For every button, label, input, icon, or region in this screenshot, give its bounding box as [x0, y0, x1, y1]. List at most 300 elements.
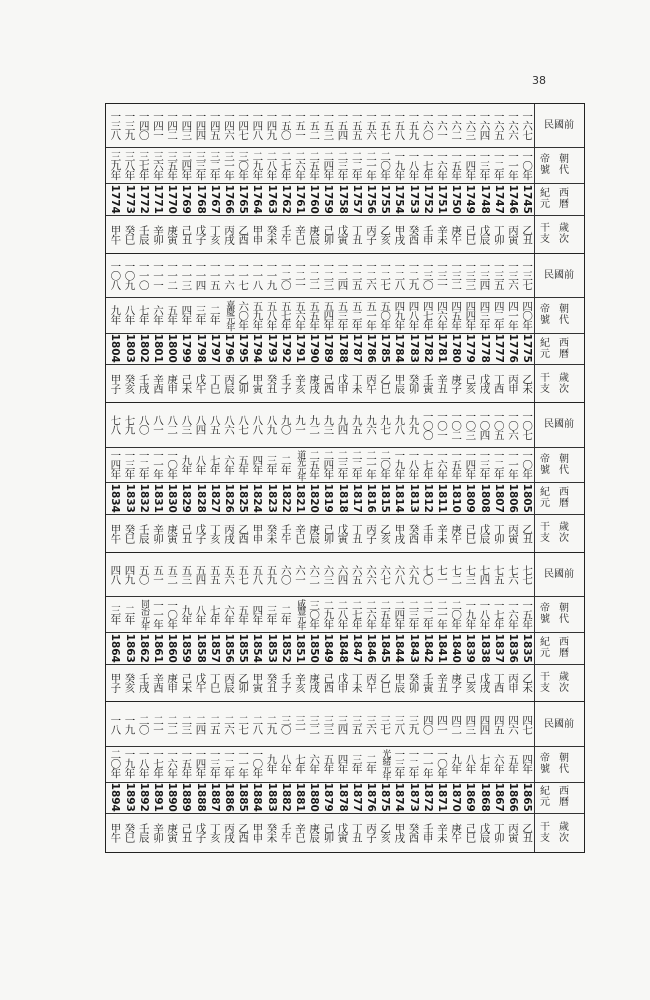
year-label: 1870 — [450, 782, 463, 812]
year-cell — [491, 634, 505, 661]
ganzhi-cell: 乙丑 — [521, 823, 534, 843]
reign-cell: 三年 — [109, 604, 122, 624]
year-label: 1842 — [421, 633, 434, 663]
minguo-cell: 一一五 — [208, 261, 221, 290]
reign-cell: 二年 — [279, 455, 292, 474]
header-label-ganzhi: 歲次 — [559, 372, 569, 395]
reign-cell: 一六年 — [506, 599, 519, 629]
header-label-ganzhi2: 干支 — [540, 671, 550, 694]
minguo-cell: 七七 — [521, 564, 534, 584]
ganzhi-cell: 庚子 — [450, 374, 463, 394]
minguo-cell: 六七 — [379, 564, 392, 584]
ganzhi-cell: 壬申 — [421, 523, 434, 543]
minguo-cell: 一四六 — [222, 111, 235, 140]
reign-cell: 二一年 — [364, 151, 377, 180]
ganzhi-cell: 辛卯 — [151, 224, 164, 244]
header-label-ganzhi2: 干支 — [540, 522, 550, 545]
minguo-cell: 一三四 — [478, 261, 491, 290]
ganzhi-cell: 己巳 — [464, 224, 477, 244]
minguo-cell: 一〇八 — [109, 261, 122, 290]
reign-cell: 三一年 — [222, 151, 235, 180]
reign-cell: 二〇年 — [379, 450, 392, 479]
ganzhi-cell: 丙戌 — [222, 823, 235, 843]
year-cell — [321, 185, 335, 212]
year-cell — [506, 784, 520, 811]
reign-cell: 五五年 — [308, 300, 321, 330]
minguo-cell: 一五六 — [364, 111, 377, 140]
reign-cell: 三年 — [194, 305, 207, 325]
ganzhi-cell: 甲申 — [251, 224, 264, 244]
year-label: 1841 — [435, 633, 448, 663]
year-cell — [151, 784, 165, 811]
reign-cell: 三五年 — [166, 151, 179, 180]
ganzhi-cell: 己丑 — [180, 224, 193, 244]
reign-cell: 二二年 — [350, 450, 363, 479]
minguo-cell: 三七 — [379, 714, 392, 734]
minguo-cell: 一二七 — [379, 261, 392, 290]
row-divider — [106, 813, 584, 814]
year-label: 1810 — [450, 483, 463, 513]
ganzhi-cell: 甲申 — [251, 523, 264, 543]
header-label-reign: 帝號 — [540, 603, 550, 626]
ganzhi-cell: 己巳 — [464, 823, 477, 843]
minguo-cell: 一五八 — [393, 111, 406, 140]
minguo-cell: 一一一 — [151, 261, 164, 290]
reign-cell: 四年 — [251, 455, 264, 474]
reign-cell: 道光元年 — [295, 449, 306, 480]
year-label: 1825 — [237, 483, 250, 513]
year-label: 1781 — [435, 333, 448, 364]
year-label: 1831 — [151, 483, 164, 513]
reign-cell: 三〇年 — [237, 151, 250, 180]
ganzhi-cell: 甲戌 — [393, 523, 406, 543]
year-cell — [236, 784, 250, 811]
reign-cell: 二五年 — [308, 151, 321, 180]
year-cell — [420, 784, 434, 811]
reign-cell: 二二年 — [421, 599, 434, 629]
year-cell — [392, 484, 406, 511]
reign-cell: 九年 — [180, 604, 193, 624]
year-label: 1880 — [308, 782, 321, 812]
minguo-cell: 八八 — [251, 415, 264, 435]
year-cell — [420, 634, 434, 661]
reign-cell: 五七年 — [279, 300, 292, 330]
reign-cell: 一二年 — [492, 151, 505, 180]
header-label-ganzhi: 歲次 — [559, 671, 569, 694]
minguo-cell: 七八 — [109, 415, 122, 435]
reign-cell: 二年 — [364, 754, 377, 774]
ganzhi-cell: 壬戌 — [137, 673, 150, 693]
year-label: 1806 — [506, 483, 519, 513]
year-label: 1802 — [137, 333, 150, 364]
year-cell — [222, 185, 236, 212]
ganzhi-cell: 辛未 — [435, 523, 448, 543]
year-label: 1800 — [166, 333, 179, 364]
reign-cell: 一〇年 — [521, 450, 534, 479]
year-cell — [307, 335, 321, 362]
year-label: 1771 — [151, 184, 164, 214]
header-label-minguo: 民國前 — [544, 568, 574, 580]
minguo-cell: 一〇六 — [506, 410, 519, 440]
ganzhi-cell: 癸亥 — [123, 374, 136, 394]
minguo-cell: 四七 — [521, 714, 534, 734]
year-cell — [136, 484, 150, 511]
reign-cell: 一〇年 — [435, 749, 448, 778]
ganzhi-cell: 辛亥 — [293, 374, 306, 394]
year-label: 1754 — [393, 184, 406, 214]
ganzhi-cell: 甲辰 — [393, 673, 406, 693]
year-label: 1857 — [208, 633, 221, 663]
year-cell — [520, 335, 534, 362]
minguo-cell: 三一 — [293, 714, 306, 734]
year-label: 1821 — [293, 483, 306, 513]
header-label-era: 紀元 — [540, 337, 550, 360]
ganzhi-cell: 丙午 — [364, 673, 377, 693]
page-number: 38 — [532, 74, 546, 87]
year-cell — [520, 784, 534, 811]
minguo-cell: 八五 — [208, 415, 221, 435]
ganzhi-cell: 壬午 — [279, 823, 292, 843]
ganzhi-cell: 癸未 — [265, 224, 278, 244]
reign-cell: 四八年 — [407, 300, 420, 330]
reign-cell: 二年 — [208, 305, 221, 325]
year-label: 1758 — [336, 184, 349, 214]
year-label: 1886 — [222, 782, 235, 812]
year-label: 1799 — [180, 333, 193, 364]
header-label-dynasty: 朝代 — [559, 303, 569, 326]
year-label: 1890 — [166, 782, 179, 812]
year-cell — [435, 784, 449, 811]
reign-cell: 二四年 — [322, 450, 335, 479]
year-cell — [193, 484, 207, 511]
ganzhi-cell: 辛巳 — [293, 523, 306, 543]
year-cell — [122, 484, 136, 511]
header-label-minguo: 民國前 — [544, 120, 574, 132]
ganzhi-cell: 庚午 — [450, 224, 463, 244]
ganzhi-cell: 丙辰 — [222, 673, 235, 693]
year-label: 1796 — [222, 333, 235, 364]
ganzhi-cell: 壬戌 — [137, 374, 150, 394]
reign-cell: 五〇年 — [379, 300, 392, 330]
minguo-cell: 八九 — [265, 415, 278, 435]
year-label: 1849 — [322, 633, 335, 663]
year-label: 1885 — [237, 782, 250, 812]
ganzhi-cell: 甲辰 — [393, 374, 406, 394]
year-label: 1804 — [109, 333, 122, 364]
year-cell — [491, 484, 505, 511]
year-cell — [108, 634, 122, 661]
ganzhi-cell: 丙寅 — [506, 523, 519, 543]
minguo-cell: 一一〇 — [137, 261, 150, 290]
minguo-cell: 三三 — [322, 714, 335, 734]
ganzhi-cell: 癸巳 — [123, 823, 136, 843]
minguo-cell: 六五 — [350, 564, 363, 584]
minguo-cell: 一四九 — [265, 111, 278, 140]
year-label: 1764 — [251, 184, 264, 214]
minguo-cell: 一五〇 — [279, 111, 292, 140]
year-cell — [477, 634, 491, 661]
minguo-cell: 一九 — [123, 714, 136, 734]
reign-cell: 一四年 — [464, 450, 477, 479]
reign-cell: 二九年 — [251, 151, 264, 180]
reign-cell: 一六年 — [435, 151, 448, 180]
year-cell — [335, 484, 349, 511]
year-label: 1832 — [137, 483, 150, 513]
year-label: 1785 — [379, 333, 392, 364]
minguo-cell: 七六 — [506, 564, 519, 584]
minguo-cell: 一二四 — [336, 261, 349, 290]
year-cell — [349, 335, 363, 362]
ganzhi-cell: 辛巳 — [293, 823, 306, 843]
minguo-cell: 七三 — [464, 564, 477, 584]
reign-cell: 三二年 — [208, 151, 221, 180]
reign-cell: 三年 — [265, 604, 278, 624]
minguo-cell: 一一九 — [265, 261, 278, 290]
ganzhi-cell: 丙寅 — [506, 823, 519, 843]
row-divider — [106, 147, 584, 148]
minguo-cell: 一〇四 — [478, 410, 491, 440]
year-label: 1778 — [478, 333, 491, 364]
minguo-cell: 一四一 — [151, 111, 164, 140]
ganzhi-cell: 癸卯 — [407, 374, 420, 394]
minguo-cell: 一一二 — [166, 261, 179, 290]
year-cell — [293, 335, 307, 362]
year-cell — [520, 484, 534, 511]
year-label: 1858 — [194, 633, 207, 663]
year-cell — [236, 484, 250, 511]
minguo-cell: 五一 — [151, 564, 164, 584]
year-label: 1745 — [521, 184, 534, 214]
row-divider — [106, 215, 584, 216]
ganzhi-cell: 己巳 — [464, 523, 477, 543]
reign-cell: 五四年 — [322, 300, 335, 330]
ganzhi-cell: 壬辰 — [137, 224, 150, 244]
header-cell-ganzhi — [534, 364, 584, 403]
year-cell — [293, 185, 307, 212]
year-label: 1819 — [322, 483, 335, 513]
year-label: 1798 — [194, 333, 207, 364]
year-cell — [449, 185, 463, 212]
ganzhi-cell: 丁卯 — [492, 523, 505, 543]
ganzhi-cell: 辛丑 — [435, 374, 448, 394]
ganzhi-cell: 戊辰 — [478, 523, 491, 543]
year-label: 1852 — [279, 633, 292, 663]
year-label: 1891 — [151, 782, 164, 812]
year-label: 1830 — [166, 483, 179, 513]
table-block — [106, 702, 584, 852]
year-cell — [435, 185, 449, 212]
reign-cell: 四年 — [336, 754, 349, 774]
year-label: 1783 — [407, 333, 420, 364]
minguo-cell: 一一四 — [194, 261, 207, 290]
minguo-cell: 一〇二 — [450, 410, 463, 440]
header-label-era: 紀元 — [540, 487, 550, 510]
year-cell — [520, 185, 534, 212]
minguo-cell: 九六 — [364, 415, 377, 435]
reign-cell: 四年 — [180, 305, 193, 325]
header-cell-year — [534, 482, 584, 513]
year-label: 1787 — [350, 333, 363, 364]
ganzhi-cell: 庚寅 — [166, 224, 179, 244]
minguo-cell: 一一三 — [180, 261, 193, 290]
reign-cell: 四九年 — [393, 300, 406, 330]
header-cell-ganzhi — [534, 664, 584, 703]
year-label: 1784 — [393, 333, 406, 364]
reign-cell: 一九年 — [393, 450, 406, 479]
reign-cell: 四三年 — [478, 300, 491, 330]
reign-cell: 二三年 — [407, 599, 420, 629]
header-label-dynasty: 朝代 — [559, 154, 569, 177]
year-cell — [151, 335, 165, 362]
ganzhi-cell: 己丑 — [180, 823, 193, 843]
year-label: 1844 — [393, 633, 406, 663]
ganzhi-cell: 己未 — [180, 673, 193, 693]
year-cell — [364, 484, 378, 511]
ganzhi-cell: 丙午 — [364, 374, 377, 394]
year-label: 1791 — [293, 333, 306, 364]
reign-cell: 五年 — [322, 754, 335, 774]
year-cell — [307, 484, 321, 511]
reign-cell: 一八年 — [407, 151, 420, 180]
header-label-western: 西曆 — [559, 786, 569, 809]
year-label: 1750 — [450, 184, 463, 214]
year-cell — [520, 634, 534, 661]
header-label-ganzhi: 歲次 — [559, 821, 569, 844]
year-label: 1766 — [222, 184, 235, 214]
year-cell — [165, 784, 179, 811]
year-label: 1749 — [464, 184, 477, 214]
ganzhi-cell: 丁巳 — [208, 673, 221, 693]
minguo-cell: 一三〇 — [421, 261, 434, 290]
reign-cell: 二六年 — [364, 599, 377, 629]
year-cell — [349, 185, 363, 212]
ganzhi-cell: 乙亥 — [379, 523, 392, 543]
year-label: 1812 — [421, 483, 434, 513]
minguo-cell: 一六四 — [478, 111, 491, 140]
minguo-cell: 一六七 — [521, 111, 534, 140]
row-divider — [106, 447, 584, 448]
year-label: 1869 — [464, 782, 477, 812]
year-label: 1881 — [293, 782, 306, 812]
minguo-cell: 二三 — [180, 714, 193, 734]
reign-cell: 一八年 — [478, 599, 491, 629]
minguo-cell: 三五 — [350, 714, 363, 734]
reign-cell: 二九年 — [322, 599, 335, 629]
year-label: 1752 — [421, 184, 434, 214]
ganzhi-cell: 癸卯 — [407, 673, 420, 693]
ganzhi-cell: 庚申 — [166, 374, 179, 394]
ganzhi-cell: 辛卯 — [151, 523, 164, 543]
year-label: 1779 — [464, 333, 477, 364]
reign-cell: 二七年 — [350, 599, 363, 629]
year-label: 1761 — [293, 184, 306, 214]
year-cell — [406, 784, 420, 811]
header-label-reign: 帝號 — [540, 303, 550, 326]
reign-cell: 五八年 — [265, 300, 278, 330]
minguo-cell: 五四 — [194, 564, 207, 584]
minguo-cell: 五八 — [251, 564, 264, 584]
year-cell — [278, 185, 292, 212]
ganzhi-cell: 丁亥 — [208, 523, 221, 543]
ganzhi-cell: 辛巳 — [293, 224, 306, 244]
year-cell — [378, 784, 392, 811]
ganzhi-cell: 己未 — [180, 374, 193, 394]
minguo-cell: 一六二 — [450, 111, 463, 140]
ganzhi-cell: 丁巳 — [208, 374, 221, 394]
reign-cell: 二〇年 — [379, 151, 392, 180]
year-label: 1773 — [123, 184, 136, 214]
minguo-cell: 七一 — [435, 564, 448, 584]
minguo-cell: 九八 — [393, 415, 406, 435]
year-label: 1782 — [421, 333, 434, 364]
year-label: 1873 — [407, 782, 420, 812]
table-block — [106, 104, 584, 254]
ganzhi-cell: 癸巳 — [123, 523, 136, 543]
reign-cell: 一三年 — [393, 749, 406, 778]
year-label: 1877 — [350, 782, 363, 812]
year-cell — [477, 484, 491, 511]
reign-cell: 三年 — [350, 754, 363, 774]
reign-cell: 一九年 — [123, 749, 136, 778]
ganzhi-cell: 乙丑 — [521, 224, 534, 244]
minguo-cell: 二七 — [237, 714, 250, 734]
year-cell — [179, 185, 193, 212]
year-label: 1817 — [350, 483, 363, 513]
reign-cell: 五六年 — [293, 300, 306, 330]
ganzhi-cell: 癸亥 — [123, 673, 136, 693]
year-label: 1826 — [222, 483, 235, 513]
minguo-cell: 九五 — [350, 415, 363, 435]
year-cell — [349, 634, 363, 661]
reign-cell: 九年 — [109, 305, 122, 325]
reign-cell: 九年 — [265, 754, 278, 774]
year-cell — [349, 484, 363, 511]
year-label: 1748 — [478, 184, 491, 214]
year-label: 1833 — [123, 483, 136, 513]
ganzhi-cell: 丙寅 — [506, 224, 519, 244]
year-cell — [136, 185, 150, 212]
year-cell — [293, 634, 307, 661]
header-label-reign: 帝號 — [540, 453, 550, 476]
year-label: 1794 — [251, 333, 264, 364]
header-label-ganzhi2: 干支 — [540, 372, 550, 395]
ganzhi-cell: 丁丑 — [350, 823, 363, 843]
minguo-cell: 四一 — [435, 714, 448, 734]
minguo-cell: 八二 — [166, 415, 179, 435]
ganzhi-cell: 甲申 — [251, 823, 264, 843]
year-label: 1824 — [251, 483, 264, 513]
minguo-cell: 五五 — [208, 564, 221, 584]
minguo-cell: 六四 — [336, 564, 349, 584]
year-label: 1801 — [151, 333, 164, 364]
reign-cell: 三四年 — [180, 151, 193, 180]
year-cell — [207, 335, 221, 362]
ganzhi-cell: 乙酉 — [237, 523, 250, 543]
year-cell — [491, 335, 505, 362]
year-cell — [378, 634, 392, 661]
reign-cell: 一五年 — [450, 450, 463, 479]
minguo-cell: 八六 — [222, 415, 235, 435]
year-cell — [321, 484, 335, 511]
minguo-cell: 四五 — [492, 714, 505, 734]
year-cell — [278, 634, 292, 661]
header-cell-minguo — [534, 254, 584, 297]
minguo-cell: 八四 — [194, 415, 207, 435]
year-cell — [435, 484, 449, 511]
reign-cell: 六〇年 — [237, 300, 250, 330]
ganzhi-cell: 庚子 — [450, 673, 463, 693]
year-label: 1805 — [521, 483, 534, 513]
